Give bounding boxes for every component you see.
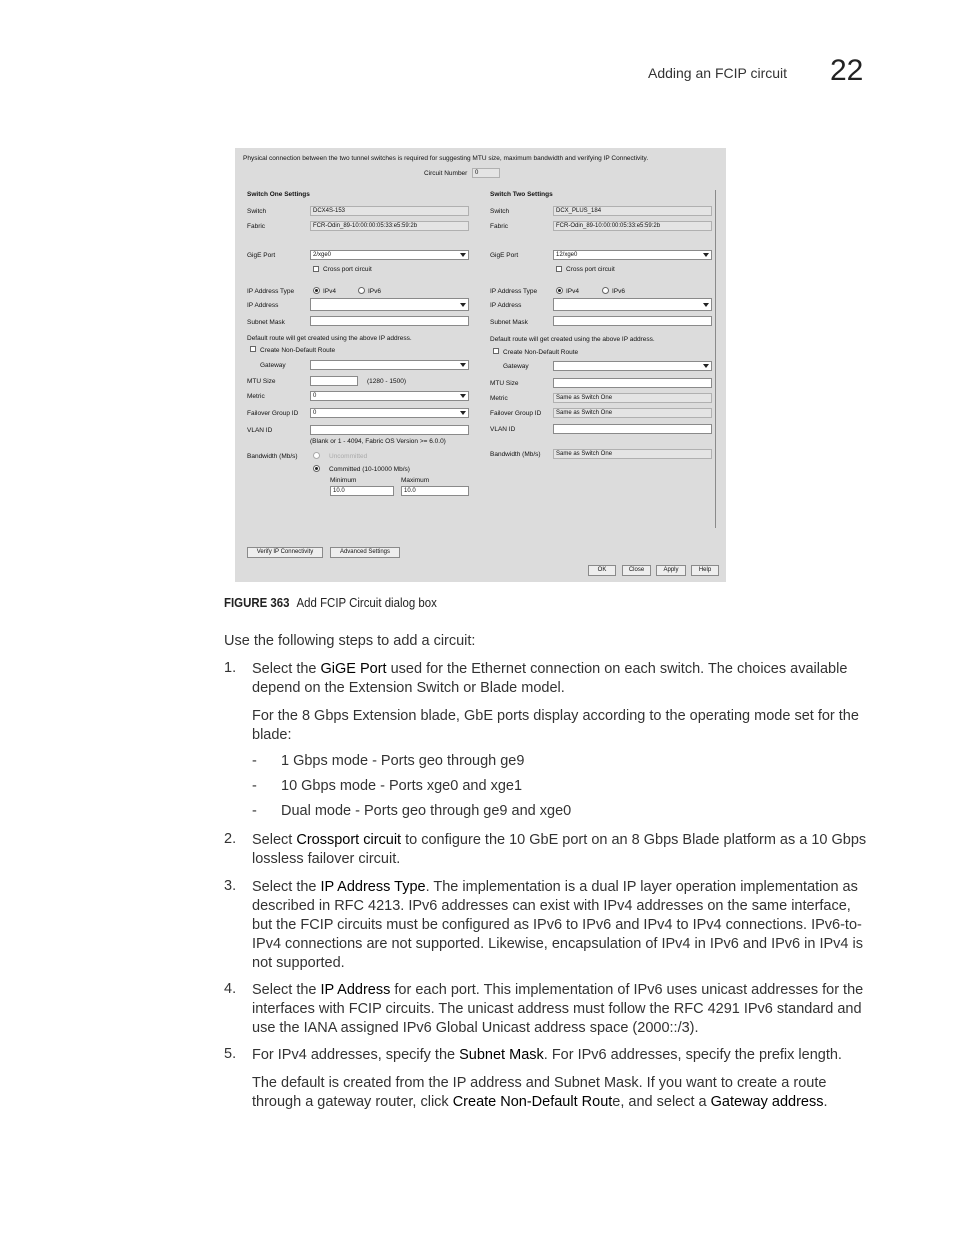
ui-term: Create Non-Default Rout — [452, 1094, 613, 1110]
s2-switch-field: DCX_PLUS_184 — [553, 206, 712, 216]
s1-fabric-label: Fabric — [247, 223, 266, 230]
s1-non-default-route-label: Create Non-Default Route — [260, 347, 336, 354]
bullet-dash: - — [252, 803, 257, 819]
s1-failover-select[interactable] — [310, 408, 469, 418]
bullet-dash: - — [252, 778, 257, 794]
s1-gige-label: GigE Port — [247, 252, 276, 259]
section-title: Adding an FCIP circuit — [648, 65, 788, 81]
s2-mtu-field[interactable] — [553, 378, 712, 388]
s1-non-default-route-checkbox[interactable] — [250, 346, 256, 352]
chevron-down-icon — [703, 253, 709, 257]
s1-crossport-checkbox[interactable] — [313, 266, 319, 272]
s1-subnet-field[interactable] — [310, 316, 469, 326]
s2-ipv4-label: IPv4 — [566, 288, 580, 295]
step-2: Select Crossport circuit to configure the 10 GbE port on an 8 Gbps Blade platform as a 10 Gbps lossless failover circuit. — [252, 832, 867, 867]
ui-term: Crossport circuit — [296, 832, 402, 848]
s2-fabric-field: FCR-Odin_89-10:00:00:05:33:e5:59:2b — [553, 221, 712, 231]
panel-divider — [715, 190, 716, 528]
step-5-note: The default is created from the IP address and Subnet Mask. If you want to create a route through a gateway router, click Create Non-Default Route, and select a Gateway address. — [252, 1075, 828, 1110]
s1-gige-value: 2/xge0 — [313, 252, 332, 258]
s1-crossport-label: Cross port circuit — [323, 266, 372, 273]
s2-non-default-route-label: Create Non-Default Route — [503, 349, 579, 356]
s2-vlan-label: VLAN ID — [490, 426, 516, 433]
bullet-item: 10 Gbps mode - Ports xge0 and xge1 — [281, 778, 523, 794]
dialog-intro: Physical connection between the two tunnel switches is required for suggesting MTU size, maximum bandwidth and verifying IP Connectivity. — [243, 155, 649, 162]
s1-ipv4-label: IPv4 — [323, 288, 337, 295]
s2-gige-label: GigE Port — [490, 252, 519, 259]
s2-vlan-field[interactable] — [553, 424, 712, 434]
chevron-down-icon — [460, 303, 466, 307]
step-number: 5. — [224, 1046, 237, 1062]
s2-mtu-label: MTU Size — [490, 380, 519, 387]
s1-ip-address-field[interactable] — [310, 298, 469, 311]
s1-default-route-note: Default route will get created using the above IP address. — [247, 335, 412, 342]
circuit-number-field: 0 — [472, 168, 500, 178]
chevron-down-icon — [703, 303, 709, 307]
s1-metric-label: Metric — [247, 393, 265, 400]
s2-ip-address-field[interactable] — [553, 298, 712, 311]
s2-non-default-route-checkbox[interactable] — [493, 348, 499, 354]
s1-gige-port-select[interactable] — [310, 250, 469, 260]
ui-term: GiGE Port — [320, 661, 387, 677]
s1-uncommitted-radio[interactable] — [313, 452, 320, 459]
s1-failover-label: Failover Group ID — [247, 410, 299, 417]
bullet-item: Dual mode - Ports geo through ge9 and xge0 — [281, 803, 572, 819]
s2-fabric-label: Fabric — [490, 223, 509, 230]
step-number: 2. — [224, 831, 237, 847]
s1-ipv4-radio[interactable] — [313, 287, 320, 294]
circuit-number-label: Circuit Number — [424, 170, 468, 177]
s1-fabric-field: FCR-Odin_89-10:00:00:05:33:e5:59:2b — [310, 221, 469, 231]
add-fcip-circuit-dialog — [235, 148, 726, 582]
s1-bandwidth-label: Bandwidth (Mb/s) — [247, 453, 298, 460]
s2-bandwidth-field: Same as Switch One — [553, 449, 712, 459]
figure-title: Add FCIP Circuit dialog box — [296, 595, 437, 610]
s1-vlan-field[interactable] — [310, 425, 469, 435]
s1-mtu-field[interactable] — [310, 376, 358, 386]
s2-subnet-field[interactable] — [553, 316, 712, 326]
s1-switch-label: Switch — [247, 208, 267, 215]
step-5: For IPv4 addresses, specify the Subnet Mask. For IPv6 addresses, specify the prefix length. — [252, 1047, 842, 1063]
s2-subnet-label: Subnet Mask — [490, 319, 528, 326]
s2-ipv6-radio[interactable] — [602, 287, 609, 294]
s1-ipv6-radio[interactable] — [358, 287, 365, 294]
s1-subnet-label: Subnet Mask — [247, 319, 285, 326]
s2-switch-label: Switch — [490, 208, 510, 215]
s1-min-label: Minimum — [330, 477, 357, 484]
s1-vlan-label: VLAN ID — [247, 427, 273, 434]
chevron-down-icon — [460, 394, 466, 398]
s2-failover-label: Failover Group ID — [490, 410, 542, 417]
chevron-down-icon — [460, 363, 466, 367]
figure-label: FIGURE 363 — [224, 595, 290, 610]
chevron-down-icon — [460, 253, 466, 257]
s1-max-field[interactable]: 10.0 — [401, 486, 469, 496]
s2-gige-port-select[interactable] — [553, 250, 712, 260]
help-button[interactable]: Help — [691, 565, 719, 576]
s2-gige-value: 12/xge0 — [556, 252, 578, 258]
s1-gateway-label: Gateway — [260, 362, 286, 369]
s2-bandwidth-label: Bandwidth (Mb/s) — [490, 451, 541, 458]
step-3: Select the IP Address Type. The implementation is a dual IP layer operation implementation as described in RFC 4213. IPv6 addresses can exist with IPv4 addresses on the same interface, but the FCIP circuits must be configured as IPv6 to IPv6 and IPv4 to IPv4 connections. IPv6-to-IPv4 connections are not supported. Likewise, encapsulation of IPv4 in IPv6 and IPv6 in IPv4 is not supported. — [252, 879, 863, 971]
step-number: 1. — [224, 660, 237, 676]
s1-switch-field: DCX4S-153 — [310, 206, 469, 216]
s2-ip-type-label: IP Address Type — [490, 288, 538, 295]
s1-failover-value: 0 — [313, 410, 317, 416]
s1-metric-value: 0 — [313, 393, 317, 399]
ui-term: Gateway address — [710, 1094, 824, 1110]
close-button[interactable]: Close — [622, 565, 651, 576]
s1-gateway-select[interactable] — [310, 360, 469, 370]
s2-ipv6-label: IPv6 — [612, 288, 626, 295]
s2-failover-field: Same as Switch One — [553, 408, 712, 418]
s1-mtu-label: MTU Size — [247, 378, 276, 385]
s1-ip-type-label: IP Address Type — [247, 288, 295, 295]
s2-default-route-note: Default route will get created using the above IP address. — [490, 336, 655, 343]
s1-committed-label: Committed (10-10000 Mb/s) — [329, 466, 410, 473]
s2-gateway-select[interactable] — [553, 361, 712, 371]
ui-term: IP Address — [320, 982, 391, 998]
chevron-down-icon — [460, 411, 466, 415]
s2-ip-label: IP Address — [490, 302, 522, 309]
s1-vlan-hint: (Blank or 1 - 4094, Fabric OS Version >= 6.0.0) — [310, 438, 446, 445]
s2-metric-label: Metric — [490, 395, 508, 402]
s2-crossport-checkbox[interactable] — [556, 266, 562, 272]
apply-button[interactable]: Apply — [656, 565, 686, 576]
ui-term: IP Address Type — [320, 879, 426, 895]
s1-ip-label: IP Address — [247, 302, 279, 309]
step-4: Select the IP Address for each port. This implementation of IPv6 uses unicast addresses for the interfaces with FCIP circuits. The unicast address must follow the RFC 4291 IPv6 standard and use the IANA assigned IPv6 Global Unicast address space (2000::/3). — [252, 982, 864, 1036]
step-1: Select the GiGE Port used for the Ethernet connection on each switch. The choices available depend on the Extension Switch or Blade model. — [252, 661, 848, 696]
step-number: 3. — [224, 878, 237, 894]
s2-metric-field: Same as Switch One — [553, 393, 712, 403]
s1-max-label: Maximum — [401, 477, 430, 484]
ui-term: Subnet Mask — [459, 1047, 544, 1063]
s1-mtu-hint: (1280 - 1500) — [367, 378, 407, 385]
bullet-dash: - — [252, 753, 257, 769]
s2-gateway-label: Gateway — [503, 363, 529, 370]
bullet-item: 1 Gbps mode - Ports geo through ge9 — [281, 753, 525, 769]
verify-ip-connectivity-button[interactable]: Verify IP Connectivity — [247, 547, 323, 558]
s1-metric-select[interactable] — [310, 391, 469, 401]
s1-min-field[interactable]: 10.0 — [330, 486, 394, 496]
s1-committed-radio[interactable] — [313, 465, 320, 472]
s1-ipv6-label: IPv6 — [368, 288, 382, 295]
chapter-number: 22 — [830, 54, 864, 87]
advanced-settings-button[interactable]: Advanced Settings — [330, 547, 400, 558]
figure-caption — [224, 595, 437, 610]
s2-ipv4-radio[interactable] — [556, 287, 563, 294]
s2-crossport-label: Cross port circuit — [566, 266, 615, 273]
chevron-down-icon — [703, 364, 709, 368]
switch-one-heading: Switch One Settings — [247, 191, 310, 198]
step-1-note: For the 8 Gbps Extension blade, GbE ports display according to the operating mode set for the blade: — [252, 708, 859, 743]
ok-button[interactable]: OK — [588, 565, 616, 576]
step-number: 4. — [224, 981, 237, 997]
s1-uncommitted-label: Uncommitted — [329, 453, 368, 460]
switch-two-heading: Switch Two Settings — [490, 191, 553, 198]
steps-intro: Use the following steps to add a circuit: — [224, 633, 476, 649]
